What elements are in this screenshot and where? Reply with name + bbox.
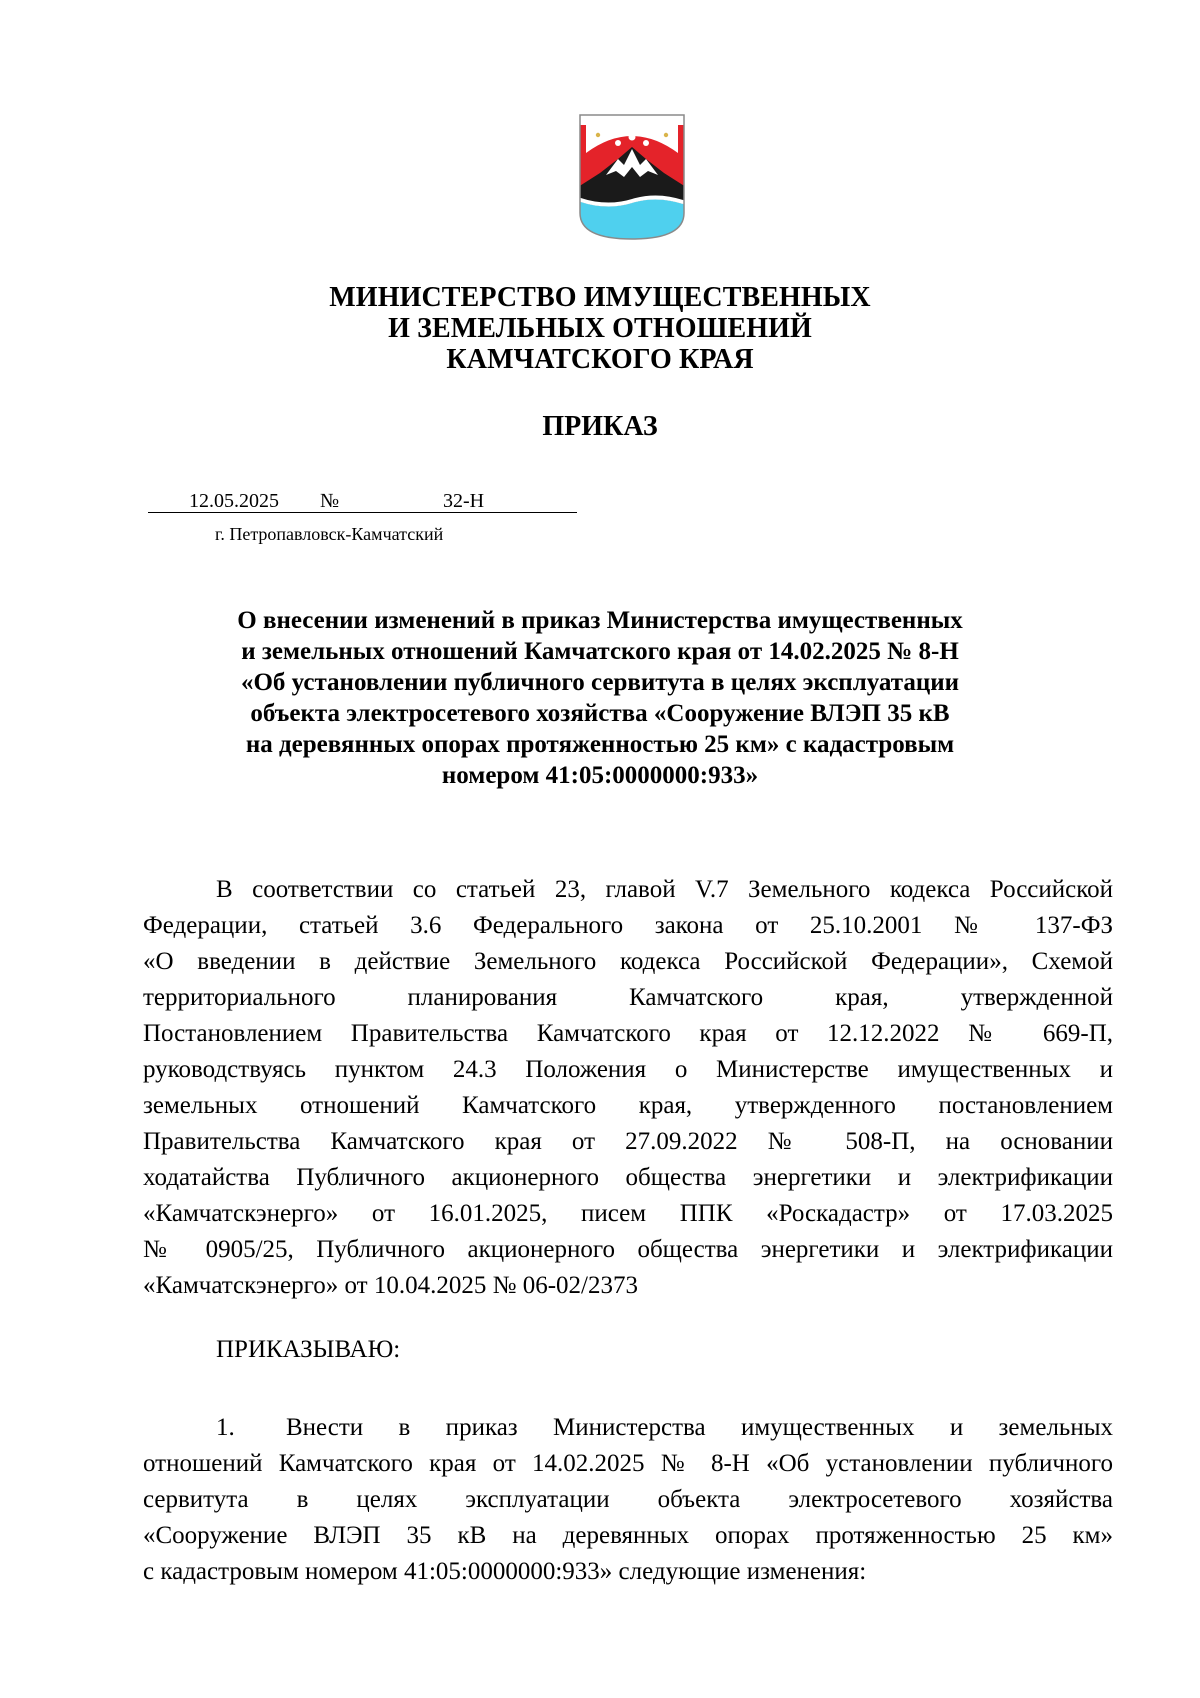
subject-line: на деревянных опорах протяженностью 25 км» с кадастровым	[245, 731, 955, 758]
document-type-title: ПРИКАЗ	[542, 411, 658, 442]
preamble-paragraph	[143, 872, 1113, 1304]
preamble-line: Постановлением Правительства Камчатского края от 12.12.2022 № 669-П,	[143, 1020, 1113, 1047]
item-first-line-text: Внести в приказ Министерства имущественных и земельных	[286, 1414, 1113, 1441]
item-line: сервитута в целях эксплуатации объекта электросетевого хозяйства	[143, 1486, 1113, 1513]
preamble-line: «Камчатскэнерго» от 16.01.2025, писем ППК «Роскадастр» от 17.03.2025	[143, 1200, 1113, 1227]
ministry-line: КАМЧАТСКОГО КРАЯ	[446, 344, 754, 375]
preamble-line: территориального планирования Камчатского края, утвержденной	[143, 984, 1113, 1011]
subject-line: и земельных отношений Камчатского края от 14.02.2025 № 8-Н	[241, 638, 959, 665]
ministry-line: И ЗЕМЕЛЬНЫХ ОТНОШЕНИЙ	[388, 313, 812, 344]
item-number: 1.	[216, 1414, 235, 1441]
item-line: «Сооружение ВЛЭП 35 кВ на деревянных опорах протяженностью 25 км»	[143, 1522, 1113, 1549]
ministry-heading	[0, 282, 1200, 375]
item-first-line	[143, 1410, 1113, 1446]
preamble-line: «Камчатскэнерго» от 10.04.2025 № 06-02/2373	[143, 1272, 638, 1299]
subject-line: «Об установлении публичного сервитута в целях эксплуатации	[240, 669, 960, 696]
preamble-line: № 0905/25, Публичного акционерного общества энергетики и электрификации	[143, 1236, 1113, 1263]
preamble-line: земельных отношений Камчатского края, утвержденного постановлением	[143, 1092, 1113, 1119]
preamble-line: Правительства Камчатского края от 27.09.2022 № 508-П, на основании	[143, 1128, 1113, 1155]
preamble-line: «О введении в действие Земельного кодекса Российской Федерации», Схемой	[143, 948, 1113, 975]
subject-line: объекта электросетевого хозяйства «Сооружение ВЛЭП 35 кВ	[250, 700, 950, 727]
city-name: г. Петропавловск-Камчатский	[215, 524, 444, 544]
document-date: 12.05.2025	[148, 488, 320, 513]
item-line: отношений Камчатского края от 14.02.2025 № 8-Н «Об установлении публичного	[143, 1450, 1113, 1477]
preamble-line: ходатайства Публичного акционерного общества энергетики и электрификации	[143, 1164, 1113, 1191]
registration-line	[148, 488, 577, 514]
preamble-line: Федерации, статьей 3.6 Федерального закона от 25.10.2001 № 137-ФЗ	[143, 912, 1113, 939]
document-subject	[0, 605, 1200, 791]
order-item-1	[143, 1410, 1113, 1590]
kamchatka-coat-of-arms-icon	[578, 113, 686, 241]
subject-line: О внесении изменений в приказ Министерства имущественных	[237, 607, 963, 634]
number-sign: №	[320, 488, 350, 513]
document-number: 32-Н	[350, 488, 577, 513]
preamble-line: руководствуясь пунктом 24.3 Положения о Министерстве имущественных и	[143, 1056, 1113, 1083]
preamble-line: В соответствии со статьей 23, главой V.7 Земельного кодекса Российской	[216, 876, 1113, 903]
subject-line: номером 41:05:0000000:933»	[441, 762, 759, 789]
item-line: с кадастровым номером 41:05:0000000:933» следующие изменения:	[143, 1558, 867, 1585]
ministry-line: МИНИСТЕРСТВО ИМУЩЕСТВЕННЫХ	[329, 282, 871, 313]
order-directive: ПРИКАЗЫВАЮ:	[216, 1336, 401, 1363]
